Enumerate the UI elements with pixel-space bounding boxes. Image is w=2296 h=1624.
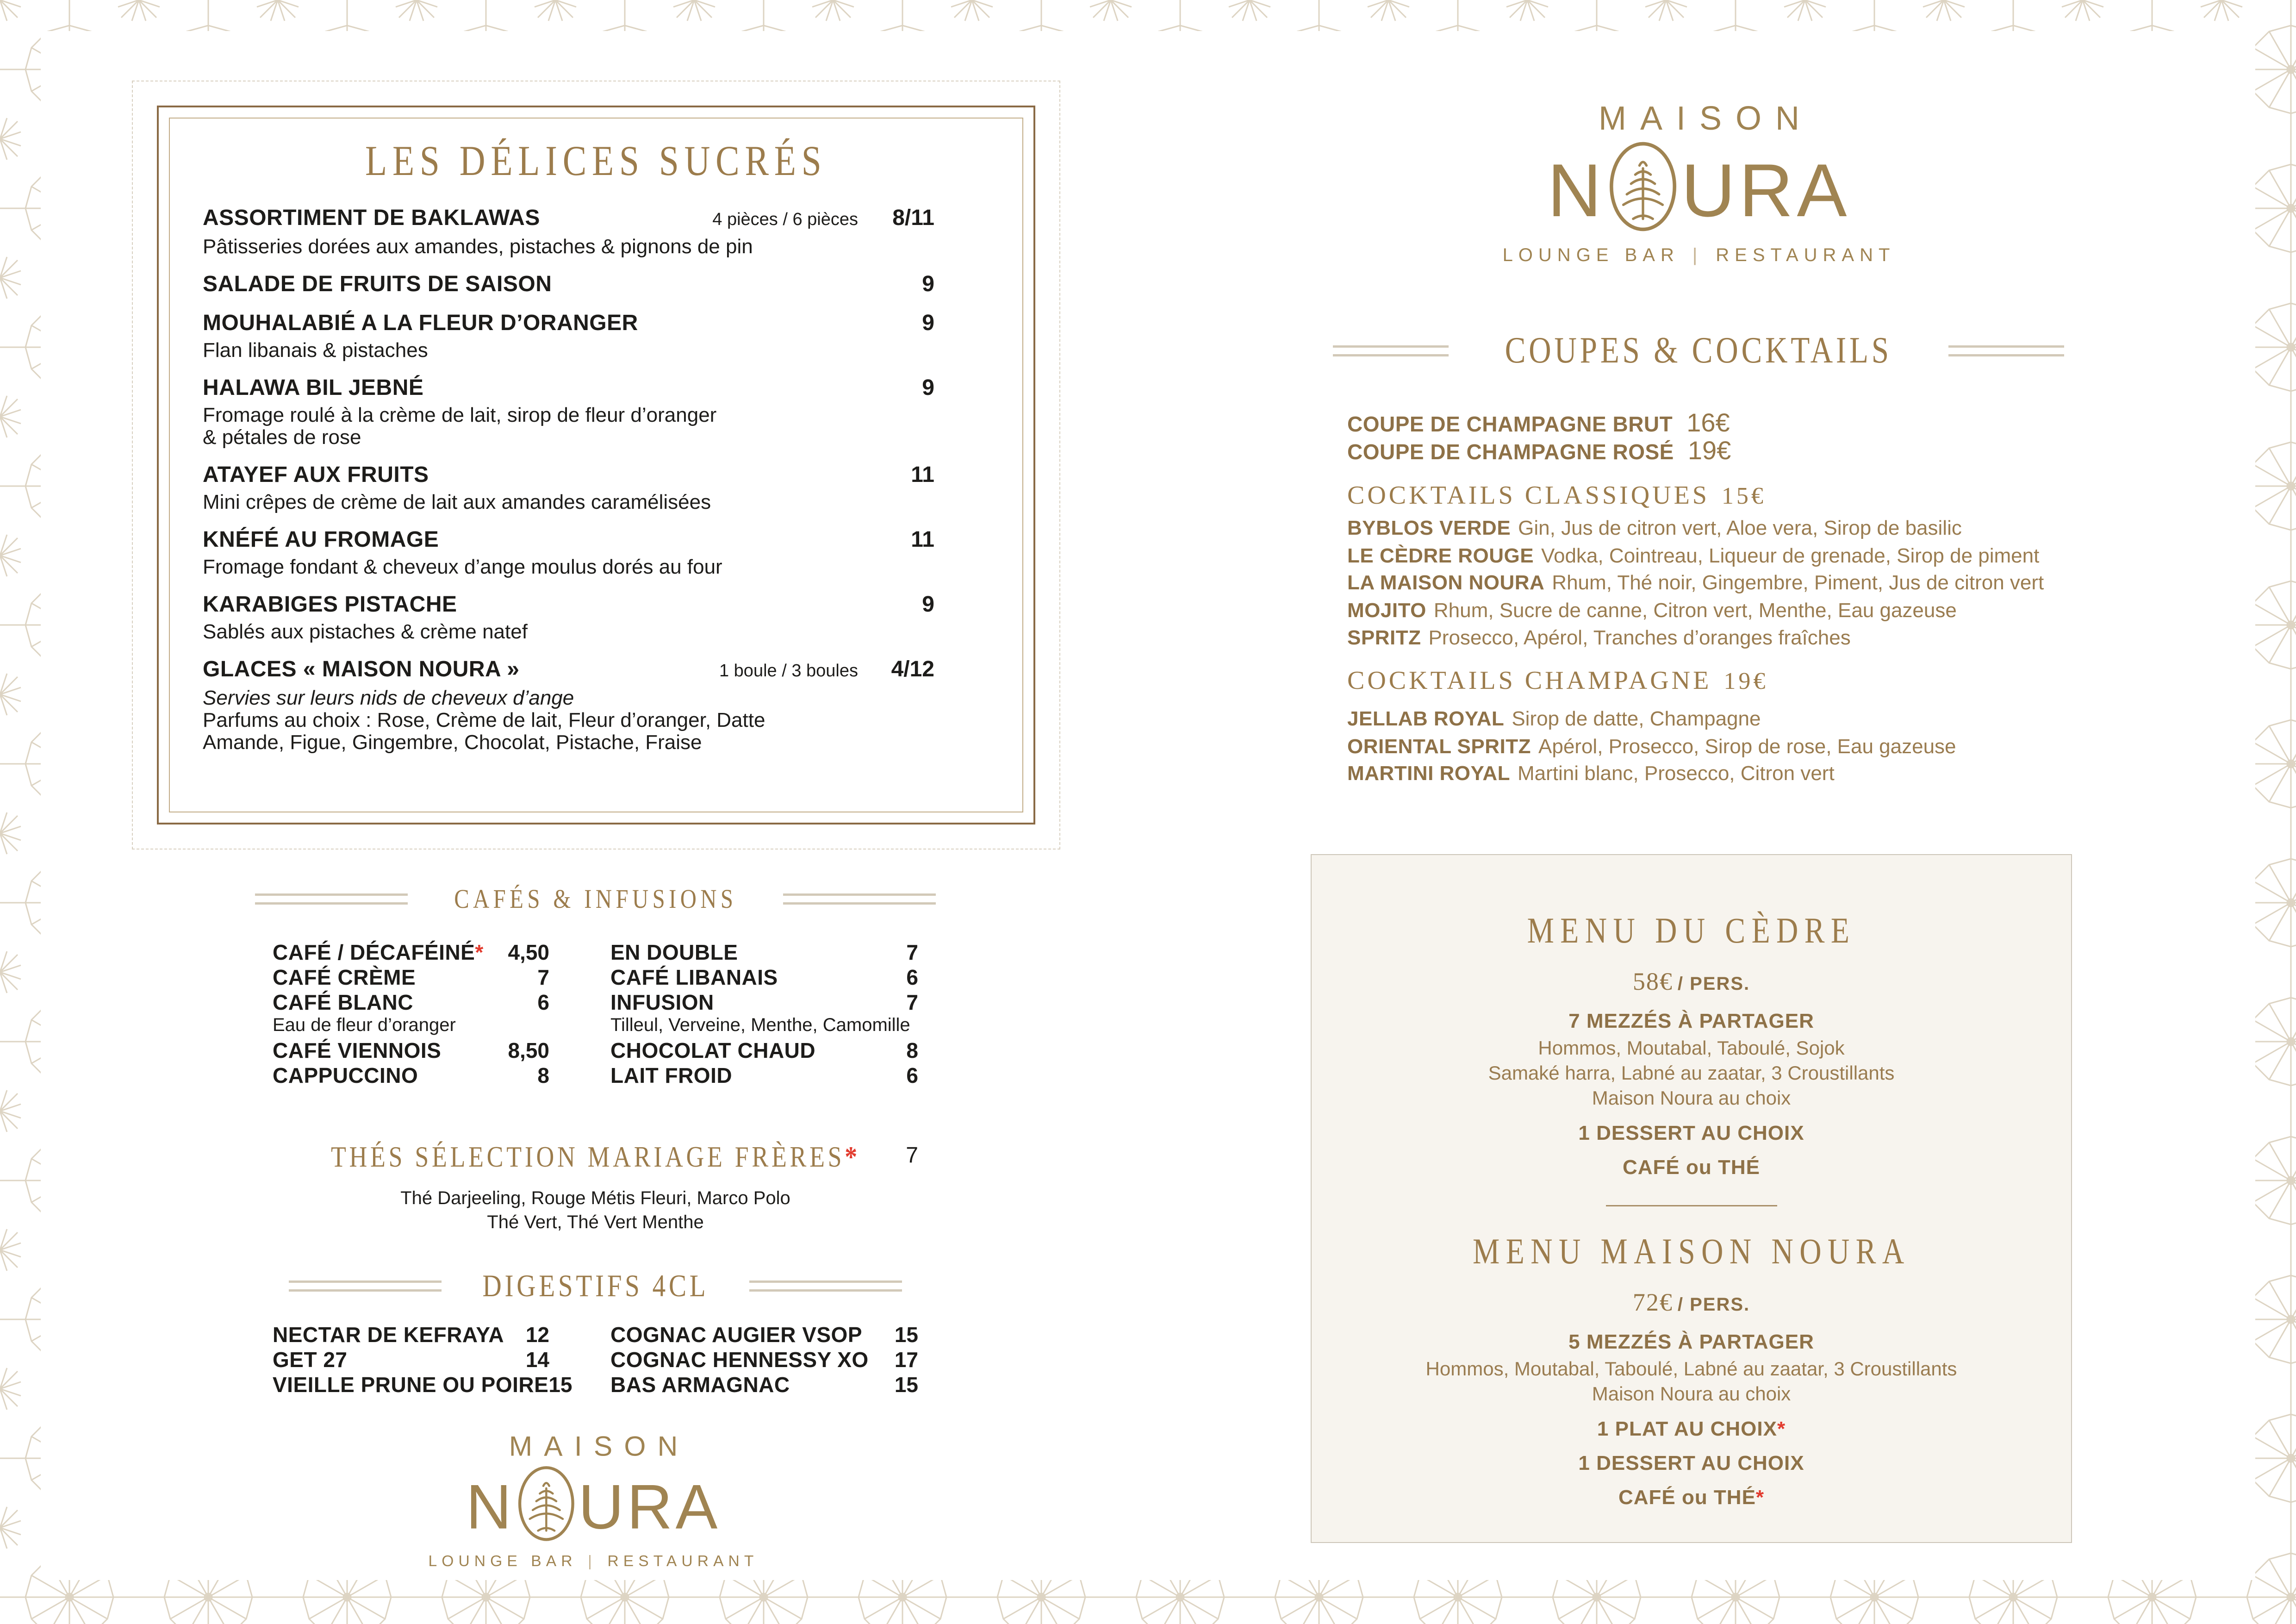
digestifs-column-left — [273, 1322, 572, 1397]
cocktails-champagne-header: COCKTAILS CHAMPAGNE 19€ — [1347, 666, 1768, 695]
item-description: Fromage fondant & cheveux d’ange moulus dorés au four — [203, 556, 722, 578]
cafe-row: CAFÉ LIBANAIS 6 — [610, 965, 918, 989]
menu-divider — [1606, 1205, 1777, 1206]
cafe-row: CAFÉ VIENNOIS 8,50 — [273, 1038, 549, 1062]
digestifs-column-right — [610, 1322, 918, 1397]
coupes-section-header: COUPES & COCKTAILS — [1344, 330, 2053, 372]
double-rule-right — [1948, 345, 2064, 356]
item-name: KNÉFÉ AU FROMAGE — [203, 527, 439, 552]
item-price: 9 — [922, 375, 934, 400]
item-description: Mini crêpes de crème de lait aux amandes caramélisées — [203, 491, 711, 513]
logo-tagline: LOUNGE BAR | RESTAURANT — [1502, 245, 1896, 265]
menu-cedre-cafe: CAFÉ ou THÉ — [1623, 1156, 1760, 1179]
item-description: Parfums au choix : Rose, Crème de lait, Fleur d’oranger, Datte — [203, 709, 765, 731]
red-asterisk: * — [1777, 1418, 1786, 1440]
item-name: MOUHALABIÉ A LA FLEUR D’ORANGER — [203, 311, 638, 335]
cafe-price: 8 — [537, 1063, 549, 1087]
cocktail-row: MOJITO Rhum, Sucre de canne, Citron vert, Menthe, Eau gazeuse — [1347, 599, 1957, 622]
cafes-section-header: CAFÉS & INFUSIONS — [273, 883, 918, 914]
menu-item — [203, 206, 934, 258]
item-price: 9 — [922, 272, 934, 296]
cafes-column-right — [610, 940, 918, 1088]
menu-item — [203, 311, 934, 362]
logo-top — [1435, 100, 1963, 266]
cafe-subrow: Tilleul, Verveine, Menthe, Camomille — [610, 1015, 910, 1035]
price-euro: 19€ — [1724, 668, 1768, 694]
menu-noura-plat: 1 PLAT AU CHOIX* — [1597, 1418, 1786, 1440]
cafe-subrow: Eau de fleur d’oranger — [273, 1015, 456, 1035]
digestif-row: VIEILLE PRUNE OU POIRE 15 — [273, 1373, 572, 1397]
red-asterisk: * — [475, 940, 484, 964]
cedar-tree-icon — [1608, 140, 1678, 233]
cocktail-row: JELLAB ROYAL Sirop de datte, Champagne — [1347, 707, 1761, 730]
cafe-row: EN DOUBLE 7 — [610, 940, 918, 964]
item-price: 9 — [922, 592, 934, 617]
set-menus-box — [1311, 854, 2072, 1543]
cafe-price: 6 — [906, 965, 918, 989]
cocktail-row: SPRITZ Prosecco, Apérol, Tranches d’oranges fraîches — [1347, 626, 1851, 649]
menu-noura-mezze-title: 5 MEZZÉS À PARTAGER — [1568, 1330, 1814, 1353]
item-name: GLACES « MAISON NOURA » — [203, 657, 520, 681]
cafe-price: 6 — [906, 1063, 918, 1087]
cocktails-classiques-header: COCKTAILS CLASSIQUES 15€ — [1347, 481, 1766, 510]
menu-item — [203, 375, 934, 449]
item-price: 4/12 — [891, 657, 934, 681]
menu-noura-cafe: CAFÉ ou THÉ* — [1618, 1486, 1765, 1509]
item-qty: 4 pièces / 6 pièces — [712, 210, 858, 229]
delices-items — [203, 206, 934, 768]
menu-noura-dessert: 1 DESSERT AU CHOIX — [1578, 1452, 1804, 1474]
item-name: HALAWA BIL JEBNÉ — [203, 375, 424, 400]
cafe-price: 6 — [537, 990, 549, 1014]
menu-item — [203, 592, 934, 643]
coupe-champagne-row: COUPE DE CHAMPAGNE BRUT 16€ — [1347, 408, 1730, 437]
digestifs-section-header: DIGESTIFS 4CL — [273, 1268, 918, 1304]
item-description: Sablés aux pistaches & crème natef — [203, 620, 528, 643]
menu-item — [203, 657, 934, 754]
red-asterisk: * — [844, 1140, 860, 1173]
double-rule-right — [749, 1280, 902, 1292]
price-euro: 19€ — [1687, 436, 1731, 465]
menu-cedre-dessert: 1 DESSERT AU CHOIX — [1578, 1122, 1804, 1144]
cedar-tree-icon — [517, 1465, 576, 1543]
item-price: 11 — [911, 462, 934, 487]
item-name: ASSORTIMENT DE BAKLAWAS — [203, 206, 540, 230]
delices-panel — [132, 81, 1060, 849]
logo-tagline: LOUNGE BAR | RESTAURANT — [428, 1552, 759, 1570]
item-description: Amande, Figue, Gingembre, Chocolat, Pistache, Fraise — [203, 731, 702, 754]
double-rule-right — [783, 893, 936, 905]
cafes-column-left — [273, 940, 549, 1088]
digestif-row: NECTAR DE KEFRAYA 12 — [273, 1323, 549, 1347]
double-rule-left — [289, 1280, 442, 1292]
digestif-price: 15 — [894, 1373, 918, 1397]
digestif-row: BAS ARMAGNAC 15 — [610, 1373, 918, 1397]
cafe-price: 8,50 — [508, 1038, 549, 1062]
item-name: ATAYEF AUX FRUITS — [203, 462, 429, 487]
coupe-champagne-row: COUPE DE CHAMPAGNE ROSÉ 19€ — [1347, 436, 1731, 465]
item-description: Pâtisseries dorées aux amandes, pistaches & pignons de pin — [203, 235, 753, 258]
cafe-row: CAPPUCCINO 8 — [273, 1063, 549, 1087]
tagline-separator: | — [1692, 245, 1703, 265]
cafe-price: 8 — [906, 1038, 918, 1062]
thes-section — [273, 1140, 918, 1234]
double-rule-left — [255, 893, 408, 905]
digestif-row: GET 27 14 — [273, 1348, 549, 1372]
logo-maison-text: MAISON — [1598, 100, 1814, 137]
item-price: 9 — [922, 311, 934, 335]
cocktail-row: MARTINI ROYAL Martini blanc, Prosecco, Citron vert — [1347, 762, 1835, 785]
menu-item — [203, 272, 934, 297]
logo-noura-text: N URA — [371, 1465, 815, 1543]
menu-item — [203, 527, 934, 578]
logo-noura-text: N URA — [1435, 140, 1963, 233]
cocktail-row: BYBLOS VERDE Gin, Jus de citron vert, Aloe vera, Sirop de basilic — [1347, 517, 1962, 539]
item-price: 8/11 — [892, 206, 934, 230]
item-name: SALADE DE FRUITS DE SAISON — [203, 272, 552, 296]
item-price: 11 — [911, 527, 934, 552]
cafe-price: 7 — [537, 965, 549, 989]
menu-noura-mezze-lines: Hommos, Moutabal, Taboulé, Labné au zaatar, 3 Croustillants Maison Noura au choix — [1425, 1358, 1957, 1405]
cafe-row: INFUSION 7 — [610, 990, 918, 1014]
price-euro: 16€ — [1686, 408, 1730, 437]
digestif-row: COGNAC AUGIER VSOP 15 — [610, 1323, 918, 1347]
digestif-price: 17 — [894, 1348, 918, 1372]
digestif-price: 12 — [525, 1323, 549, 1347]
item-description: Flan libanais & pistaches — [203, 339, 428, 362]
digestif-row: COGNAC HENNESSY XO 17 — [610, 1348, 918, 1372]
price-euro: 15€ — [1721, 483, 1766, 509]
logo-bottom — [371, 1430, 815, 1570]
logo-maison-text: MAISON — [509, 1430, 690, 1462]
digestif-price: 14 — [525, 1348, 549, 1372]
menu-cedre-price: 58€ / PERS. — [1632, 968, 1750, 995]
cocktail-row: ORIENTAL SPRITZ Apérol, Prosecco, Sirop de rose, Eau gazeuse — [1347, 735, 1956, 758]
cocktail-row: LE CÈDRE ROUGE Vodka, Cointreau, Liqueur de grenade, Sirop de piment — [1347, 544, 2040, 567]
menu-cedre-mezze-title: 7 MEZZÉS À PARTAGER — [1568, 1010, 1814, 1032]
item-qty: 1 boule / 3 boules — [719, 661, 858, 681]
cafe-price: 7 — [906, 940, 918, 964]
cafe-row: CAFÉ CRÈME 7 — [273, 965, 549, 989]
tagline-separator: | — [588, 1552, 597, 1570]
menu-noura-price: 72€ / PERS. — [1632, 1288, 1750, 1316]
menu-noura-title: MENU MAISON NOURA — [1472, 1231, 1910, 1271]
cafe-row: CHOCOLAT CHAUD 8 — [610, 1038, 918, 1062]
thes-price: 7 — [906, 1143, 918, 1168]
menu-item — [203, 462, 934, 513]
delices-title: LES DÉLICES SUCRÉS — [365, 137, 827, 184]
cafe-price: 7 — [906, 990, 918, 1014]
double-rule-left — [1333, 345, 1449, 356]
item-description-italic: Servies sur leurs nids de cheveux d’ange — [203, 687, 574, 709]
cafe-row: CAFÉ BLANC 6 — [273, 990, 549, 1014]
item-name: KARABIGES PISTACHE — [203, 592, 457, 617]
item-description: & pétales de rose — [203, 426, 361, 449]
thes-varieties: Thé Darjeeling, Rouge Métis Fleuri, Marco Polo Thé Vert, Thé Vert Menthe — [400, 1188, 790, 1232]
cafe-row: CAFÉ / DÉCAFÉINÉ* 4,50 — [273, 940, 549, 964]
menu-cedre-title: MENU DU CÈDRE — [1527, 910, 1856, 950]
cocktail-row: LA MAISON NOURA Rhum, Thé noir, Gingembre, Piment, Jus de citron vert — [1347, 571, 2044, 594]
cafe-row: LAIT FROID 6 — [610, 1063, 918, 1087]
item-description: Fromage roulé à la crème de lait, sirop de fleur d’oranger — [203, 404, 717, 426]
menu-cedre-mezze-lines: Hommos, Moutabal, Taboulé, Sojok Samaké harra, Labné au zaatar, 3 Croustillants Maison Noura au choix — [1488, 1037, 1895, 1109]
digestif-price: 15 — [894, 1323, 918, 1347]
cafe-price: 4,50 — [508, 940, 549, 964]
thes-title: THÉS SÉLECTION MARIAGE FRÈRES* — [330, 1140, 860, 1173]
red-asterisk: * — [1755, 1486, 1765, 1509]
digestif-price: 15 — [548, 1373, 572, 1397]
